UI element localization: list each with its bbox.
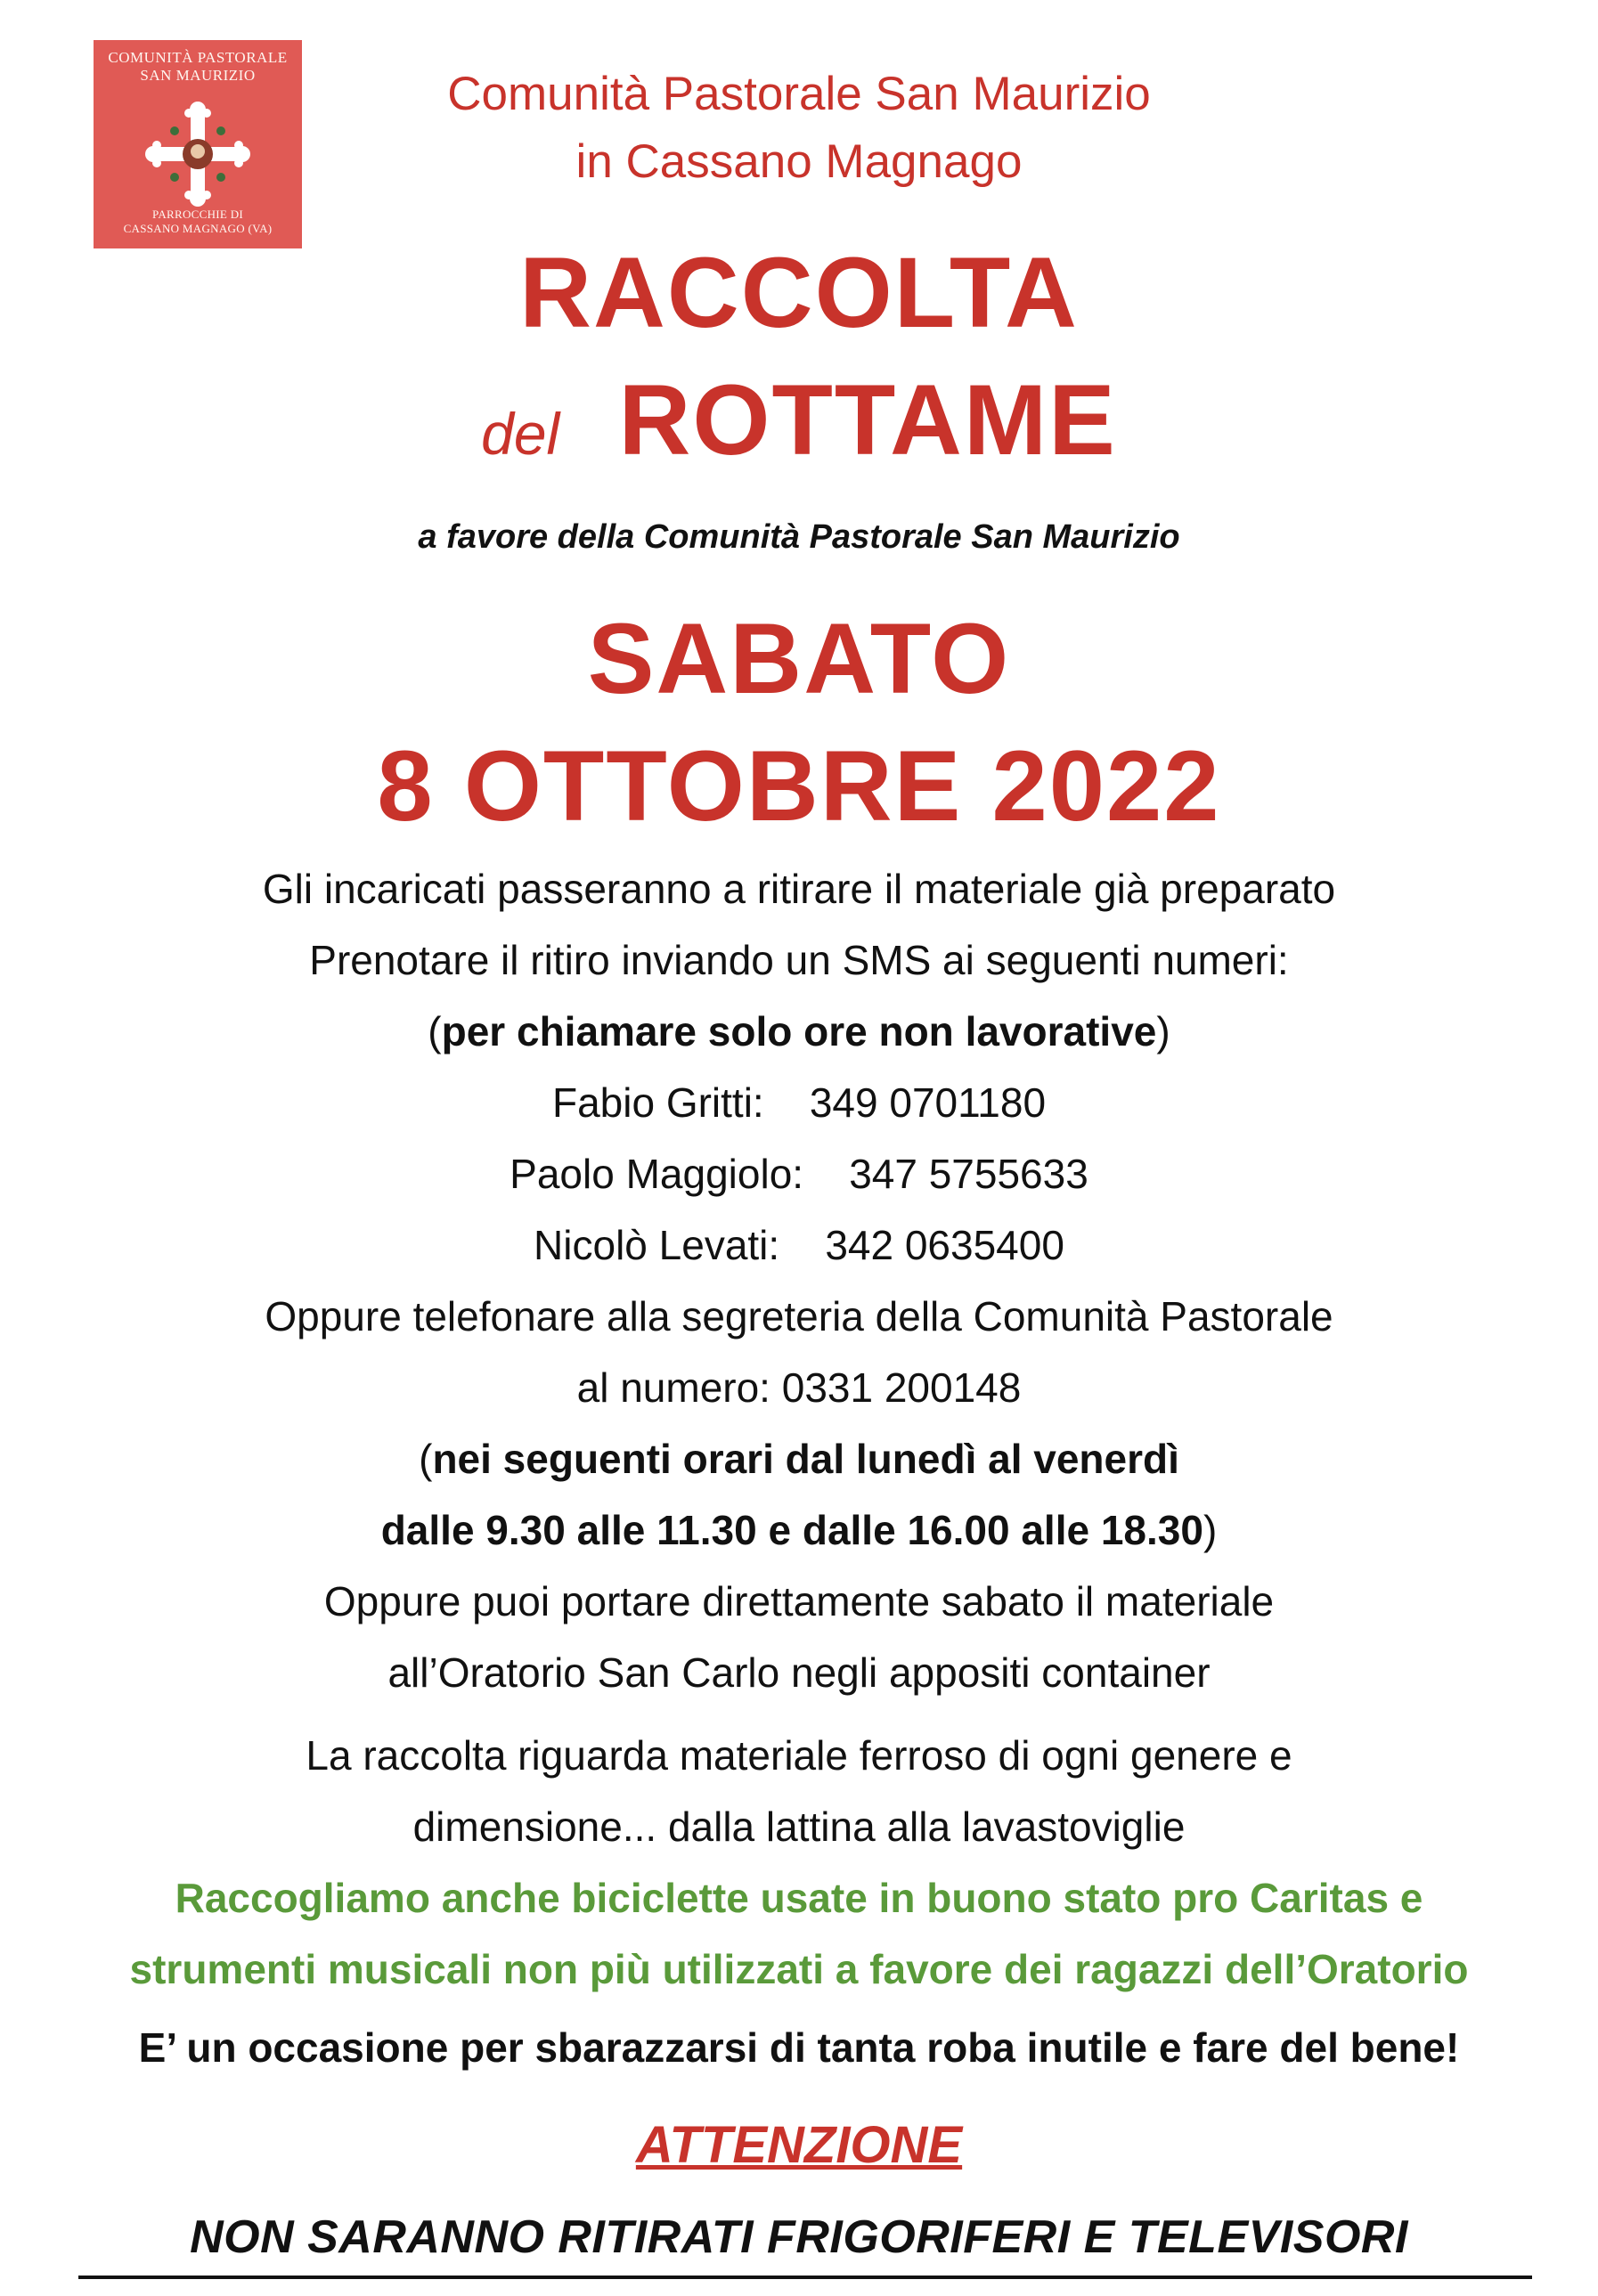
- warning-text: NON SARANNO RITIRATI FRIGORIFERI E TELEVISORI: [190, 2211, 1408, 2263]
- title-rottame: ROTTAME: [618, 364, 1117, 476]
- hours-line-2: dalle 9.30 alle 11.30 e dalle 16.00 alle 18.30: [380, 1507, 1203, 1553]
- scope-line-1: La raccolta riguarda materiale ferroso di ogni genere e: [306, 1732, 1292, 1779]
- hours-close: ): [1203, 1507, 1218, 1553]
- contact-phone: 349 0701180: [809, 1079, 1047, 1126]
- info-note: [0, 1006, 1598, 1056]
- logo-bottom-line-1: PARROCCHIE DI: [151, 208, 244, 221]
- dropoff-line-1: Oppure puoi portare direttamente sabato il materiale: [323, 1578, 1275, 1624]
- contact-name: Fabio Gritti:: [551, 1079, 764, 1126]
- warning-title: ATTENZIONE: [635, 2116, 963, 2174]
- contact-name: Nicolò Levati:: [534, 1222, 780, 1268]
- title-raccolta: RACCOLTA: [519, 237, 1079, 348]
- note-bold: per chiamare solo ore non lavorative: [441, 1008, 1157, 1054]
- contact-row: [0, 1220, 1598, 1270]
- contact-phone: 342 0635400: [825, 1222, 1064, 1268]
- info-line-1: Gli incaricati passeranno a ritirare il materiale già preparato: [262, 866, 1336, 912]
- extra-line-2: strumenti musicali non più utilizzati a favore dei ragazzi dell’Oratorio: [129, 1946, 1469, 1992]
- title-del-rottame: [0, 362, 1598, 492]
- dropoff-line-2: all’Oratorio San Carlo negli appositi container: [387, 1649, 1211, 1696]
- note-close: ): [1156, 1008, 1170, 1054]
- contact-row: [0, 1078, 1598, 1128]
- extra-line-1: Raccogliamo anche biciclette usate in buono stato pro Caritas e: [175, 1875, 1423, 1921]
- contact-row: [0, 1149, 1598, 1199]
- date-full: 8 OTTOBRE 2022: [377, 730, 1221, 842]
- contact-name: Paolo Maggiolo:: [510, 1151, 804, 1197]
- hours-line-1: nei seguenti orari dal lunedì al venerdì: [432, 1436, 1179, 1482]
- logo-bottom-line-2: CASSANO MAGNAGO (VA): [123, 222, 273, 235]
- logo-bottom-text: [94, 208, 302, 236]
- header-line-1: Comunità Pastorale San Maurizio: [447, 68, 1151, 120]
- hours-open: (: [419, 1436, 433, 1482]
- office-hours-2: [0, 1505, 1598, 1555]
- office-hours-1: [0, 1434, 1598, 1484]
- scope-line-2: dimensione... dalla lattina alla lavastoviglie: [412, 1803, 1186, 1850]
- contact-phone: 347 5755633: [849, 1151, 1088, 1197]
- logo-top-line-2: SAN MAURIZIO: [140, 67, 256, 84]
- closing-text: E’ un occasione per sbarazzarsi di tanta roba inutile e fare del bene!: [138, 2024, 1460, 2071]
- title-del: del: [481, 401, 560, 467]
- info-line-2: Prenotare il ritiro inviando un SMS ai seguenti numeri:: [309, 937, 1289, 983]
- note-open: (: [428, 1008, 442, 1054]
- subtitle: a favore della Comunità Pastorale San Maurizio: [418, 518, 1180, 556]
- header-line-2: in Cassano Magnago: [575, 135, 1023, 188]
- office-line-1: Oppure telefonare alla segreteria della Comunità Pastorale: [265, 1293, 1333, 1339]
- date-day: SABATO: [587, 603, 1011, 714]
- logo-top-line-1: COMUNITÀ PASTORALE: [108, 49, 288, 66]
- office-line-2: al numero: 0331 200148: [576, 1364, 1022, 1411]
- warning-underline: [78, 2276, 1532, 2279]
